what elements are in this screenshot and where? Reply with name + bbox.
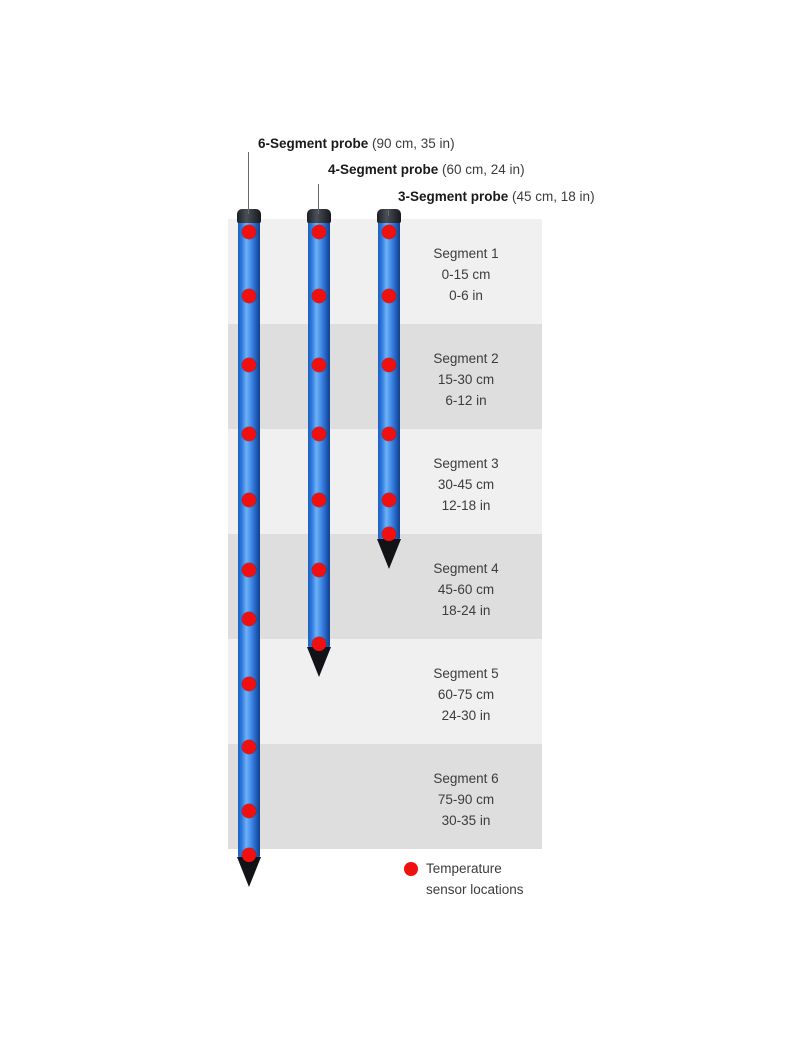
sensor-dot [242, 563, 256, 577]
probe-4-tip [307, 647, 331, 677]
sensor-dot [312, 563, 326, 577]
segment-1-cm: 0-15 cm [441, 267, 491, 282]
segment-label-6 [390, 768, 542, 831]
sensor-dot [312, 289, 326, 303]
sensor-dot [312, 637, 326, 651]
leader-line-6-segment [248, 152, 249, 214]
sensor-dot [242, 848, 256, 862]
sensor-dot [382, 358, 396, 372]
sensor-dot [312, 225, 326, 239]
leader-line-3-segment [388, 210, 389, 216]
probe-4-cap [307, 209, 331, 223]
segment-4-name: Segment 4 [433, 561, 499, 576]
probe-4-callout-title: 4-Segment probe [328, 162, 439, 177]
probe-3-cap [377, 209, 401, 223]
segment-label-4 [390, 558, 542, 621]
probe-3-callout [398, 189, 595, 204]
sensor-dot [242, 677, 256, 691]
legend-label [426, 858, 586, 900]
segment-label-1 [390, 243, 542, 306]
leader-line-4-segment [318, 184, 319, 214]
sensor-dot [242, 804, 256, 818]
probe-6-callout [258, 136, 455, 151]
probe-4-callout-detail: (60 cm, 24 in) [438, 162, 525, 177]
sensor-dot-icon [404, 862, 418, 876]
sensor-dot [242, 493, 256, 507]
probe-3-callout-detail: (45 cm, 18 in) [508, 189, 595, 204]
segment-3-name: Segment 3 [433, 456, 499, 471]
sensor-dot [382, 289, 396, 303]
legend-line-2: sensor locations [426, 882, 524, 897]
segment-4-cm: 45-60 cm [437, 582, 495, 597]
sensor-dot [242, 427, 256, 441]
segment-5-in: 24-30 in [441, 708, 491, 723]
sensor-dot [382, 493, 396, 507]
segment-label-2 [390, 348, 542, 411]
segment-4-in: 18-24 in [441, 603, 491, 618]
sensor-dot [382, 427, 396, 441]
segment-1-name: Segment 1 [433, 246, 499, 261]
sensor-dot [242, 740, 256, 754]
probe-4-callout [328, 162, 525, 177]
segment-2-cm: 15-30 cm [437, 372, 495, 387]
segment-6-cm: 75-90 cm [437, 792, 495, 807]
probe-3-callout-title: 3-Segment probe [398, 189, 509, 204]
segment-2-name: Segment 2 [433, 351, 499, 366]
segment-3-cm: 30-45 cm [437, 477, 495, 492]
segment-2-in: 6-12 in [445, 393, 487, 408]
probe-6-body [238, 219, 260, 857]
sensor-dot [242, 289, 256, 303]
segment-6-name: Segment 6 [433, 771, 499, 786]
probe-6-cap [237, 209, 261, 223]
segment-5-name: Segment 5 [433, 666, 499, 681]
sensor-dot [312, 427, 326, 441]
probe-6-callout-title: 6-Segment probe [258, 136, 369, 151]
segment-3-in: 12-18 in [441, 498, 491, 513]
segment-5-cm: 60-75 cm [437, 687, 495, 702]
sensor-dot [382, 225, 396, 239]
segment-label-5 [390, 663, 542, 726]
segment-label-3 [390, 453, 542, 516]
probe-3-body [378, 219, 400, 539]
sensor-dot [312, 493, 326, 507]
sensor-dot [242, 612, 256, 626]
sensor-dot [382, 527, 396, 541]
sensor-dot [242, 225, 256, 239]
probe-3-tip [377, 539, 401, 569]
sensor-dot [312, 358, 326, 372]
segment-1-in: 0-6 in [449, 288, 483, 303]
legend-line-1: Temperature [426, 861, 502, 876]
probe-6-callout-detail: (90 cm, 35 in) [368, 136, 455, 151]
sensor-dot [242, 358, 256, 372]
segment-6-in: 30-35 in [441, 813, 491, 828]
